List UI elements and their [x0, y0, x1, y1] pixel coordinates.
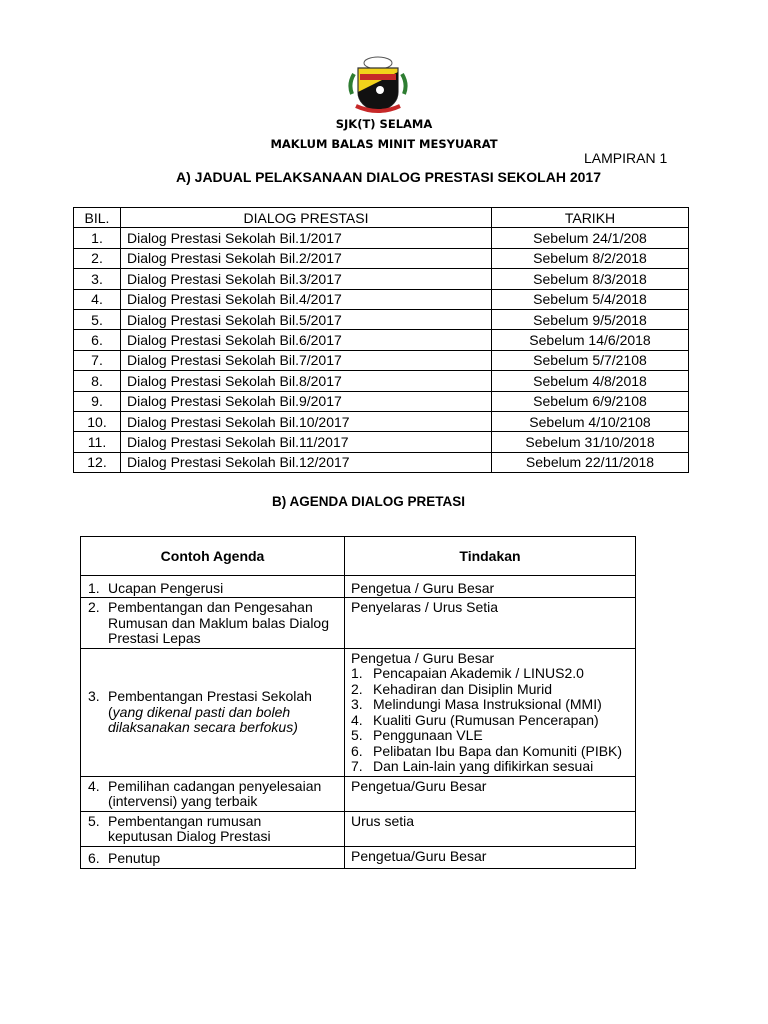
list-item-number: 7.: [351, 758, 363, 774]
memo-title: MAKLUM BALAS MINIT MESYUARAT: [270, 137, 498, 151]
header-tindakan: Tindakan: [345, 537, 636, 576]
dialog-name: Dialog Prestasi Sekolah Bil.3/2017: [121, 269, 492, 289]
section-a-title: A) JADUAL PELAKSANAAN DIALOG PRESTASI SEKOLAH 2017: [176, 169, 601, 185]
table-row: [74, 432, 689, 452]
agenda-item: [81, 776, 345, 811]
item-number: 1.: [88, 579, 100, 596]
dialog-name: Dialog Prestasi Sekolah Bil.8/2017: [121, 371, 492, 391]
row-date: Sebelum 31/10/2018: [492, 432, 689, 452]
item-text: Pembentangan Prestasi Sekolah: [108, 688, 312, 705]
item-number: 4.: [88, 777, 100, 794]
list-item-number: 1.: [351, 665, 363, 681]
item-text: Pembentangan dan Pengesahan: [108, 599, 313, 615]
header-tarikh: TARIKH: [492, 208, 689, 228]
row-date: Sebelum 4/10/2108: [492, 411, 689, 431]
list-item-text: Dan Lain-lain yang difikirkan sesuai: [373, 758, 594, 774]
list-item: [345, 666, 635, 682]
row-date: Sebelum 8/2/2018: [492, 248, 689, 268]
row-date: Sebelum 9/5/2018: [492, 309, 689, 329]
table-header-row: [74, 208, 689, 228]
item-text-line2: keputusan Dialog Prestasi: [108, 828, 271, 844]
note-text: yang dikenal pasti dan boleh: [112, 703, 291, 720]
table-row: [74, 452, 689, 472]
list-item-number: 5.: [351, 727, 363, 743]
row-number: 5.: [74, 309, 121, 329]
dialog-name: Dialog Prestasi Sekolah Bil.12/2017: [121, 452, 492, 472]
item-text-line2: (intervensi) yang terbaik: [108, 793, 258, 809]
row-date: Sebelum 5/7/2108: [492, 350, 689, 370]
list-item-number: 6.: [351, 742, 363, 759]
list-item-text: Melindungi Masa Instruksional (MMI): [373, 696, 602, 712]
row-number: 1.: [74, 228, 121, 248]
table-row: [74, 248, 689, 268]
list-item: [345, 759, 635, 775]
row-number: 10.: [74, 411, 121, 431]
row-date: Sebelum 24/1/208: [492, 228, 689, 248]
dialog-name: Dialog Prestasi Sekolah Bil.10/2017: [121, 411, 492, 431]
item-number: 6.: [88, 850, 100, 866]
list-item: [345, 682, 635, 698]
list-item-text: Penggunaan VLE: [373, 727, 483, 743]
item-text: Penutup: [108, 850, 161, 866]
row-number: 9.: [74, 391, 121, 411]
lampiran-label: LAMPIRAN 1: [584, 150, 668, 166]
list-item-text: Kualiti Guru (Rumusan Pencerapan): [373, 711, 599, 728]
table-row: [74, 330, 689, 350]
agenda-action: Penyelaras / Urus Setia: [345, 598, 636, 649]
item-text: Pembentangan rumusan: [108, 812, 262, 829]
table-row: [81, 776, 636, 811]
item-text: Pemilihan cadangan penyelesaian: [108, 777, 322, 794]
table-row: [74, 371, 689, 391]
table-row: [74, 269, 689, 289]
row-date: Sebelum 8/3/2018: [492, 269, 689, 289]
dialog-name: Dialog Prestasi Sekolah Bil.11/2017: [121, 432, 492, 452]
dialog-name: Dialog Prestasi Sekolah Bil.1/2017: [121, 228, 492, 248]
agenda-item: [81, 811, 345, 846]
row-number: 11.: [74, 432, 121, 452]
dialog-name: Dialog Prestasi Sekolah Bil.9/2017: [121, 391, 492, 411]
agenda-action: Pengetua/Guru Besar: [345, 846, 636, 868]
table-row: [74, 228, 689, 248]
list-item: [345, 697, 635, 713]
dialog-name: Dialog Prestasi Sekolah Bil.2/2017: [121, 248, 492, 268]
agenda-item: [81, 648, 345, 776]
list-item-text: Kehadiran dan Disiplin Murid: [373, 680, 552, 697]
list-item-text: Pencapaian Akademik / LINUS2.0: [373, 665, 584, 681]
header-contoh-agenda: Contoh Agenda: [81, 537, 345, 576]
row-number: 8.: [74, 371, 121, 391]
row-number: 6.: [74, 330, 121, 350]
list-item: [345, 713, 635, 729]
dialog-name: Dialog Prestasi Sekolah Bil.7/2017: [121, 350, 492, 370]
table-row: [81, 648, 636, 776]
item-text-line2: Rumusan dan Maklum balas Dialog: [108, 614, 329, 631]
table-row: [81, 598, 636, 649]
item-note: [88, 705, 344, 721]
item-number: 5.: [88, 812, 100, 829]
header-dialog: DIALOG PRESTASI: [121, 208, 492, 228]
row-number: 2.: [74, 248, 121, 268]
school-crest-icon: [346, 54, 410, 116]
row-date: Sebelum 6/9/2108: [492, 391, 689, 411]
dialog-name: Dialog Prestasi Sekolah Bil.5/2017: [121, 309, 492, 329]
action-head: Pengetua / Guru Besar: [351, 649, 495, 666]
table-row: [74, 350, 689, 370]
list-item-number: 4.: [351, 711, 363, 728]
item-text-line3: Prestasi Lepas: [108, 630, 201, 646]
table-header-row: [81, 537, 636, 576]
item-number: 3.: [88, 688, 100, 705]
row-number: 3.: [74, 269, 121, 289]
list-item-number: 2.: [351, 680, 363, 697]
table-row: [81, 846, 636, 868]
list-item: [345, 728, 635, 744]
agenda-item: [81, 846, 345, 868]
schedule-table: [73, 207, 689, 473]
header-bil: BIL.: [74, 208, 121, 228]
table-row: [74, 309, 689, 329]
school-name: SJK(T) SELAMA: [335, 117, 433, 131]
list-item: [345, 744, 635, 760]
table-row: [74, 391, 689, 411]
agenda-action: Urus setia: [345, 811, 636, 846]
agenda-action: [345, 648, 636, 776]
row-number: 4.: [74, 289, 121, 309]
item-number: 2.: [88, 599, 100, 615]
table-row: [81, 576, 636, 598]
row-date: Sebelum 14/6/2018: [492, 330, 689, 350]
agenda-action: Pengetua / Guru Besar: [345, 576, 636, 598]
section-b-title: B) AGENDA DIALOG PRETASI: [272, 494, 466, 509]
agenda-table: [80, 536, 636, 869]
agenda-item: [81, 598, 345, 649]
agenda-item: [81, 576, 345, 598]
table-row: [74, 289, 689, 309]
agenda-action: Pengetua/Guru Besar: [345, 776, 636, 811]
list-item-number: 3.: [351, 696, 363, 712]
row-date: Sebelum 4/8/2018: [492, 371, 689, 391]
row-date: Sebelum 5/4/2018: [492, 289, 689, 309]
row-number: 7.: [74, 350, 121, 370]
row-number: 12.: [74, 452, 121, 472]
table-row: [81, 811, 636, 846]
note-text-line2: dilaksanakan secara berfokus): [108, 719, 298, 736]
row-date: Sebelum 22/11/2018: [492, 452, 689, 472]
note-open-paren: (: [108, 703, 113, 720]
dialog-name: Dialog Prestasi Sekolah Bil.6/2017: [121, 330, 492, 350]
table-row: [74, 411, 689, 431]
dialog-name: Dialog Prestasi Sekolah Bil.4/2017: [121, 289, 492, 309]
list-item-text: Pelibatan Ibu Bapa dan Komuniti (PIBK): [373, 742, 623, 759]
action-list: [345, 666, 635, 775]
item-text: Ucapan Pengerusi: [108, 579, 224, 596]
